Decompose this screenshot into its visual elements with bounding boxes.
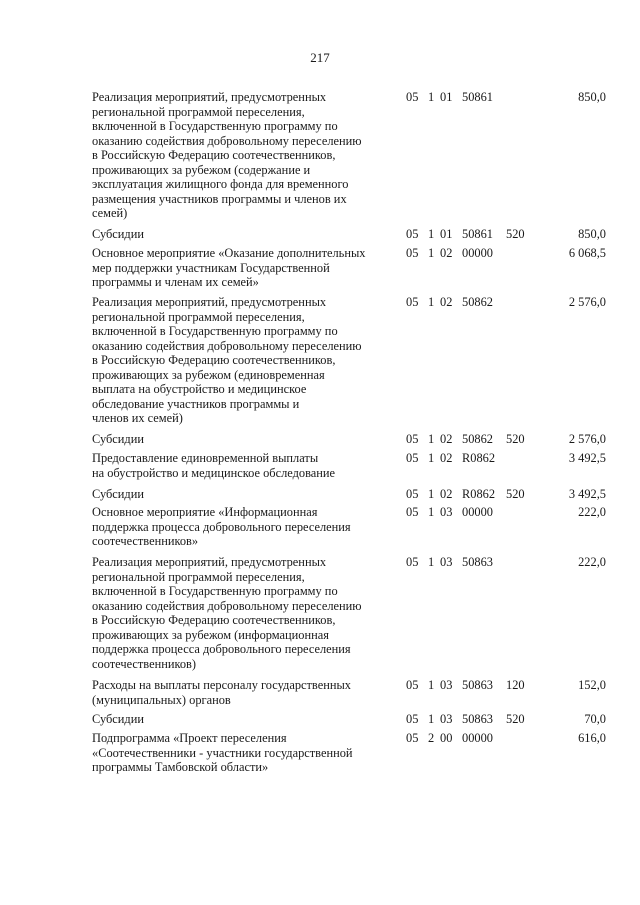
- description-line: поддержка процесса добровольного переселения: [92, 519, 351, 534]
- target-article-code: [406, 451, 502, 466]
- code-part: 50863: [462, 555, 493, 569]
- description-line: Реализация мероприятий, предусмотренных: [92, 295, 327, 309]
- code-part: 1: [428, 678, 435, 692]
- code-part: 02: [440, 487, 453, 501]
- code-part: 1: [428, 555, 435, 569]
- code-part: 1: [428, 90, 435, 104]
- description-line: оказанию содействия добровольному переселению: [92, 133, 362, 148]
- code-part: 05: [406, 227, 419, 241]
- target-article-code: [406, 90, 502, 105]
- description-line: включенной в Государственную программу по: [92, 584, 338, 598]
- row-description: [92, 227, 392, 242]
- description-line: на обустройство и медицинское обследование: [92, 465, 336, 480]
- code-part: 1: [428, 227, 435, 241]
- amount: 850,0: [578, 90, 606, 104]
- code-part: 03: [440, 678, 453, 692]
- description-line: выплата на обустройство и медицинское: [92, 382, 307, 396]
- description-line: включенной в Государственную программу по: [92, 119, 338, 133]
- description-line: в Российскую Федерацию соотечественников,: [92, 353, 336, 367]
- code-part: 05: [406, 487, 419, 501]
- description-line: Основное мероприятие «Оказание дополнительных: [92, 246, 366, 260]
- code-part: 05: [406, 451, 419, 465]
- amount: 3 492,5: [568, 487, 606, 501]
- row-description: [92, 505, 392, 549]
- row-description: [92, 90, 392, 221]
- expense-type: 520: [506, 487, 525, 501]
- description-line: Субсидии: [92, 712, 144, 726]
- row-description: [92, 555, 392, 671]
- row-description: [92, 678, 392, 707]
- row-description: [92, 432, 392, 447]
- target-article-code: [406, 555, 502, 570]
- code-part: 00: [440, 731, 453, 745]
- expense-type: 520: [506, 227, 525, 241]
- description-line: соотечественников): [92, 656, 197, 671]
- description-line: Субсидии: [92, 227, 144, 241]
- target-article-code: [406, 487, 502, 502]
- expense-type: 520: [506, 432, 525, 446]
- description-line: членов их семей): [92, 411, 183, 425]
- code-part: 03: [440, 555, 453, 569]
- description-line: программы и членам их семей»: [92, 275, 259, 289]
- amount: 152,0: [578, 678, 606, 692]
- code-part: 05: [406, 731, 419, 745]
- target-article-code: [406, 246, 502, 261]
- description-line: размещения участников программы и членов их: [92, 191, 347, 206]
- description-line: Реализация мероприятий, предусмотренных: [92, 90, 327, 104]
- amount: 2 576,0: [568, 295, 606, 309]
- target-article-code: [406, 432, 502, 447]
- code-part: 50863: [462, 712, 493, 726]
- code-part: 50863: [462, 678, 493, 692]
- code-part: 00000: [462, 731, 493, 745]
- description-line: мер поддержки участникам Государственной: [92, 260, 330, 275]
- description-line: Основное мероприятие «Информационная: [92, 505, 318, 519]
- code-part: 05: [406, 246, 419, 260]
- row-description: [92, 451, 392, 480]
- code-part: 00000: [462, 505, 493, 519]
- code-part: 03: [440, 505, 453, 519]
- amount: 850,0: [578, 227, 606, 241]
- code-part: 02: [440, 432, 453, 446]
- code-part: 03: [440, 712, 453, 726]
- description-line: региональной программой переселения,: [92, 569, 305, 584]
- description-line: Реализация мероприятий, предусмотренных: [92, 555, 327, 569]
- amount: 6 068,5: [568, 246, 606, 260]
- row-description: [92, 712, 392, 727]
- amount: 3 492,5: [568, 451, 606, 465]
- description-line: (муниципальных) органов: [92, 692, 231, 707]
- code-part: 02: [440, 295, 453, 309]
- target-article-code: [406, 505, 502, 520]
- description-line: программы Тамбовской области»: [92, 760, 269, 774]
- code-part: 05: [406, 432, 419, 446]
- row-description: [92, 246, 392, 290]
- code-part: R0862: [462, 451, 496, 465]
- code-part: 05: [406, 678, 419, 692]
- description-line: «Соотечественники - участники государственной: [92, 745, 353, 760]
- code-part: 00000: [462, 246, 493, 260]
- code-part: 05: [406, 712, 419, 726]
- page-number: 217: [310, 50, 330, 65]
- code-part: 05: [406, 505, 419, 519]
- description-line: в Российскую Федерацию соотечественников,: [92, 148, 336, 162]
- description-line: Субсидии: [92, 487, 144, 501]
- code-part: 50862: [462, 295, 493, 309]
- code-part: 01: [440, 227, 453, 241]
- description-line: Подпрограмма «Проект переселения: [92, 731, 287, 745]
- code-part: 05: [406, 90, 419, 104]
- description-line: соотечественников»: [92, 534, 199, 548]
- expense-type: 120: [506, 678, 525, 692]
- description-line: семей): [92, 206, 128, 220]
- description-line: проживающих за рубежом (единовременная: [92, 367, 325, 382]
- description-line: в Российскую Федерацию соотечественников,: [92, 613, 336, 627]
- code-part: 02: [440, 246, 453, 260]
- target-article-code: [406, 227, 502, 242]
- description-line: проживающих за рубежом (содержание и: [92, 162, 311, 177]
- code-part: 2: [428, 731, 435, 745]
- amount: 616,0: [578, 731, 606, 745]
- description-line: Предоставление единовременной выплаты: [92, 451, 319, 465]
- code-part: 50861: [462, 90, 493, 104]
- description-line: Субсидии: [92, 432, 144, 446]
- row-description: [92, 731, 392, 775]
- description-line: проживающих за рубежом (информационная: [92, 627, 329, 642]
- amount: 70,0: [584, 712, 606, 726]
- code-part: 1: [428, 712, 435, 726]
- code-part: 1: [428, 432, 435, 446]
- code-part: 1: [428, 295, 435, 309]
- target-article-code: [406, 731, 502, 746]
- code-part: 1: [428, 487, 435, 501]
- code-part: 05: [406, 555, 419, 569]
- amount: 222,0: [578, 505, 606, 519]
- description-line: Расходы на выплаты персоналу государственных: [92, 678, 351, 692]
- code-part: 05: [406, 295, 419, 309]
- description-line: эксплуатация жилищного фонда для временного: [92, 177, 349, 191]
- amount: 222,0: [578, 555, 606, 569]
- target-article-code: [406, 712, 502, 727]
- code-part: 50862: [462, 432, 493, 446]
- code-part: 02: [440, 451, 453, 465]
- code-part: 1: [428, 451, 435, 465]
- expense-type: 520: [506, 712, 525, 726]
- description-line: региональной программой переселения,: [92, 309, 305, 324]
- target-article-code: [406, 295, 502, 310]
- row-description: [92, 295, 392, 426]
- description-line: оказанию содействия добровольному переселению: [92, 338, 362, 353]
- code-part: 1: [428, 505, 435, 519]
- description-line: включенной в Государственную программу по: [92, 324, 338, 338]
- description-line: поддержка процесса добровольного переселения: [92, 642, 351, 656]
- code-part: 1: [428, 246, 435, 260]
- description-line: оказанию содействия добровольному переселению: [92, 598, 362, 613]
- code-part: R0862: [462, 487, 496, 501]
- description-line: обследование участников программы и: [92, 396, 300, 411]
- description-line: региональной программой переселения,: [92, 104, 305, 119]
- amount: 2 576,0: [568, 432, 606, 446]
- row-description: [92, 487, 392, 502]
- code-part: 50861: [462, 227, 493, 241]
- code-part: 01: [440, 90, 453, 104]
- target-article-code: [406, 678, 502, 693]
